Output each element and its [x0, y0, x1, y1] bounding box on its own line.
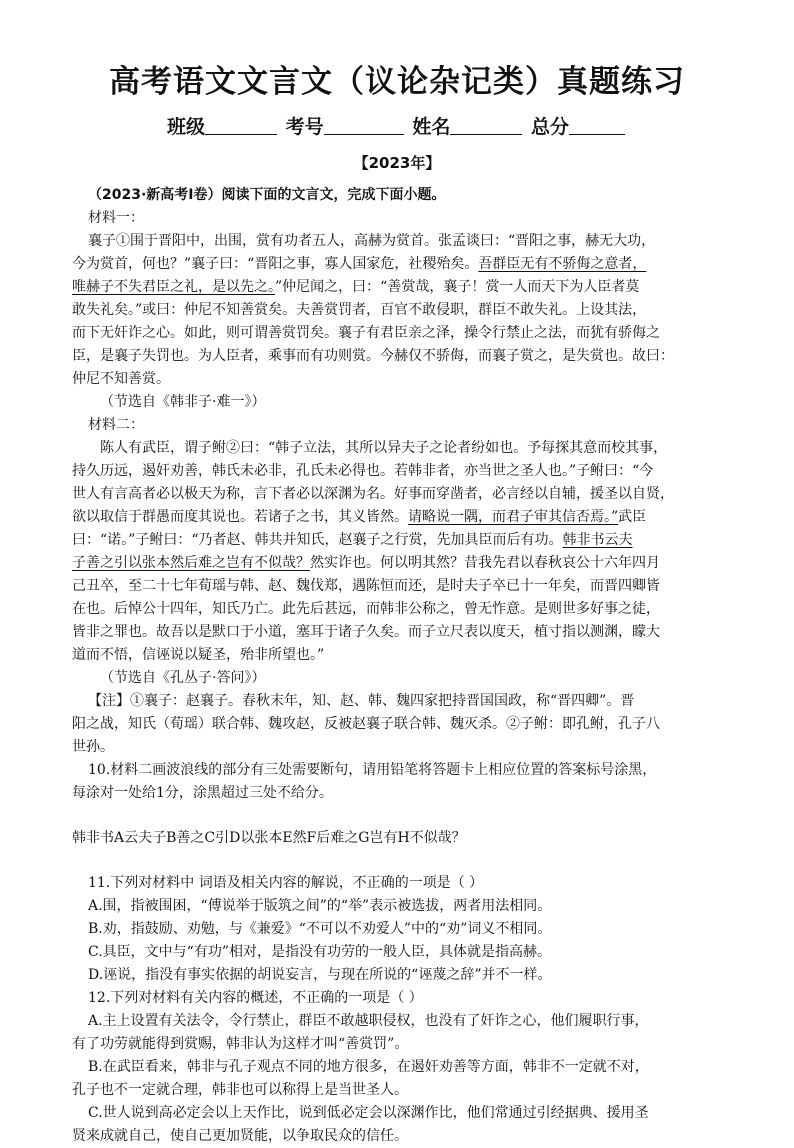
m1-line [72, 253, 794, 276]
m2-line: 己丑卒，至二十七年荀瑶与韩、赵、魏伐郑，遇陈恒而还，是时夫子卒已十一年矣，而晋四卿皆 [72, 578, 660, 594]
m2-text: 欲以取信于群愚而度其说也。若诸子之书，其义皆然。 [72, 509, 408, 525]
m2-wavy-text: 韩非书云夫 [562, 532, 633, 548]
question-10-line: 10.材料二画波浪线的部分有三处需要断句，请用铅笔将答题卡上相应位置的答案标号涂黑， [88, 762, 657, 778]
material-two-label: 材料二： [88, 417, 144, 433]
m2-line [72, 529, 794, 552]
m2-line: 持久历远，遏奸劝善，韩氏未必非，孔氏未必得也。若韩非者，亦当世之圣人也。”子鲋曰：“今 [72, 463, 654, 479]
number-blank[interactable] [324, 116, 404, 135]
question-10-line: 每涂对一处给1分，涂黑超过三处不给分。 [72, 785, 333, 801]
m1-line: 而下无奸诈之心。如此，则可谓善赏罚矣。襄子有君臣亲之泽，操令行禁止之法，而犹有骄侮之 [72, 325, 660, 341]
student-info-line [0, 112, 794, 139]
score-blank[interactable] [569, 116, 625, 135]
m2-line [72, 506, 794, 529]
m2-line: 世人有言高者必以极天为称，言下者必以深渊为名。好事而穿凿者，必言经以自辅，援圣以自贤， [72, 486, 674, 502]
m1-text: ”仲尼闻之，曰：“善赏哉，襄子！赏一人而天下为人臣者莫 [275, 279, 640, 295]
class-blank[interactable] [205, 116, 277, 135]
question-12-stem: 12.下列对材料有关内容的概述，不正确的一项是（ ） [88, 990, 423, 1006]
m2-line: 在也。后悼公十四年，知氏乃亡。此先后甚远，而韩非公称之，曾无怍意。是则世多好事之徒， [72, 601, 660, 617]
m1-underlined-text: 唯赫子不失君臣之礼，是以先之。 [72, 279, 275, 295]
note-line: 世孙。 [72, 739, 114, 755]
question-12-option-b[interactable]: B.在武臣看来，韩非与孔子观点不同的地方很多，在遏奸劝善等方面，韩非不一定就不对， [88, 1059, 649, 1075]
m1-line: 仲尼不知善赏。 [72, 371, 170, 387]
material-one-source: （节选自《韩非子·难一》） [100, 394, 266, 410]
score-label: 总分 [530, 116, 569, 138]
m2-line: 陈人有武臣，谓子鲋②曰：“韩子立法，其所以异夫子之论者纷如也。予每探其意而校其事， [100, 440, 668, 456]
question-10-sentence: 韩非书A云夫子B善之C引D以张本E然F后难之G岂有H不似哉？ [72, 830, 466, 846]
year-heading: 【2023年】 [353, 154, 441, 172]
question-12-option-b-cont: 孔子也不一定就合理，韩非也可以称得上是当世圣人。 [72, 1082, 408, 1098]
m2-line: 皆非之罪也。故吾以是默口于小道，塞耳于诸子久矣。而子立尺表以度天，植寸指以测渊，矇大 [72, 624, 660, 640]
m1-line [72, 276, 794, 299]
m2-line: 道而不悟，信诬说以疑圣，殆非所望也。” [72, 647, 325, 663]
material-one-label: 材料一： [88, 210, 144, 226]
name-label: 姓名 [412, 116, 451, 138]
question-11-option-c[interactable]: C.具臣，文中与“有功”相对，是指没有功劳的一般人臣，具体就是指高赫。 [88, 944, 551, 960]
number-label: 考号 [285, 116, 324, 138]
m2-text: 武臣 [618, 509, 647, 525]
intro-line: （2023·新高考Ⅰ卷）阅读下面的文言文，完成下面小题。 [88, 187, 446, 203]
passage-body [72, 184, 794, 1148]
name-blank[interactable] [450, 116, 522, 135]
question-11-stem: 11.下列对材料中 词语及相关内容的解说，不正确的一项是（ ） [88, 875, 484, 891]
question-11-option-d[interactable]: D.诬说，指没有事实依据的胡说妄言，与现在所说的“诬蔑之辞”并不一样。 [88, 967, 552, 983]
m2-underlined-text: 请略说一隅，而君子审其信否焉。” [408, 509, 619, 525]
m1-line: 敢失礼矣。”或曰：仲尼不知善赏矣。夫善赏罚者，百官不敢侵职，群臣不敢失礼。上设其法， [72, 302, 647, 318]
question-11-option-a[interactable]: A.围，指被围困，“傅说举于版筑之间”的“举”表示被选拔，两者用法相同。 [88, 898, 552, 914]
question-12-option-a[interactable]: A.主上设置有关法令，令行禁止，群臣不敢越职侵权，也没有了奸诈之心，他们履职行事， [88, 1013, 649, 1029]
class-label: 班级 [167, 116, 206, 138]
page-title: 高考语文文言文（议论杂记类）真题练习 [109, 64, 685, 100]
m1-line: 臣，是襄子失罚也。为人臣者，乘事而有功则赏。今赫仅不骄侮，而襄子赏之，是失赏也。故曰： [72, 348, 674, 364]
question-11-option-b[interactable]: B.劝，指鼓励、劝勉，与《兼爱》“不可以不劝爱人”中的“劝”词义不相同。 [88, 921, 552, 937]
question-12-option-c[interactable]: C.世人说到高必定会以上天作比，说到低必定会以深渊作比，他们常通过引经据典、援用圣 [88, 1105, 649, 1121]
m2-wavy-text: 子善之引以张本然后难之岂有不似哉？ [72, 555, 310, 571]
note-line: 【注】①襄子：赵襄子。春秋末年，知、赵、韩、魏四家把持晋国国政，称“晋四卿”。晋 [88, 693, 635, 709]
material-two-source: （节选自《孔丛子·答问》） [100, 670, 266, 686]
question-12-option-c-cont: 贤来成就自己，使自己更加贤能，以争取民众的信任。 [72, 1128, 408, 1144]
m2-text: 然实诈也。何以明其然？昔我先君以春秋哀公十六年四月 [310, 555, 660, 571]
m1-underlined-text: 吾群臣无有不骄侮之意者， [478, 256, 647, 272]
note-line: 阳之战，知氏（荀瑶）联合韩、魏攻赵，反被赵襄子联合韩、魏灭杀。②子鲋：即孔鲋，孔子八 [72, 716, 660, 732]
m1-text: 今为赏首，何也？”襄子曰：“晋阳之事，寡人国家危，社稷殆矣。 [72, 256, 479, 272]
m2-text: 曰：“诺。”子鲋曰：“乃者赵、韩共并知氏，赵襄子之行赏，先加具臣而后有功。 [72, 532, 563, 548]
m1-line: 襄子①围于晋阳中，出围，赏有功者五人，高赫为赏首。张孟谈曰：“晋阳之事，赫无大功， [88, 233, 656, 249]
m2-line [72, 552, 794, 575]
question-12-option-a-cont: 有了功劳就能得到赏赐，韩非认为这样才叫“善赏罚”。 [72, 1036, 409, 1052]
